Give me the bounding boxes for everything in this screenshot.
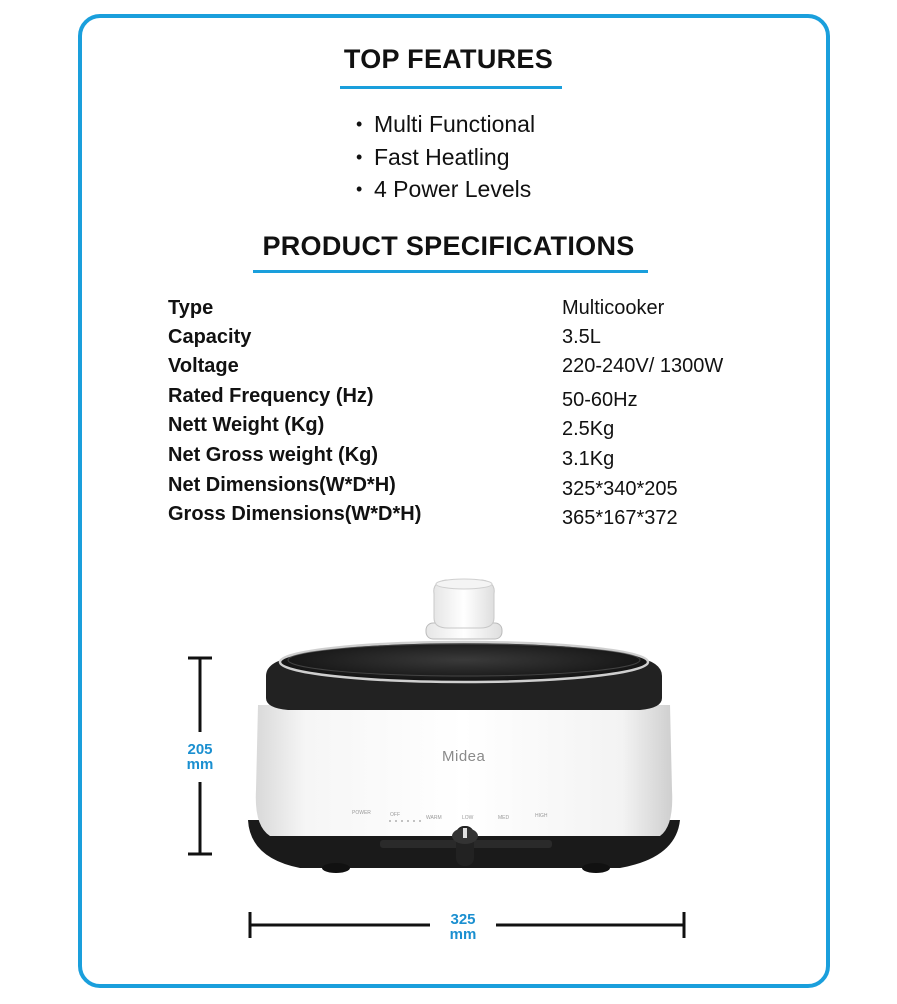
top-features-title: TOP FEATURES [343, 44, 554, 74]
spec-label: Voltage [168, 355, 239, 377]
control-label: POWER [352, 810, 371, 816]
specifications-title: PRODUCT SPECIFICATIONS [262, 231, 635, 261]
width-dimension-label [443, 912, 483, 942]
height-unit: mm [186, 756, 214, 773]
brand-logo: Midea [442, 748, 486, 765]
spec-label: Net Dimensions(W*D*H) [168, 474, 396, 496]
spec-value: Multicooker [562, 297, 665, 319]
list-item: • Fast Heatling [356, 143, 510, 170]
foot [322, 863, 350, 873]
list-item: • Multi Functional [356, 111, 536, 137]
spec-value: 3.1Kg [562, 448, 615, 470]
height-value: 205 [187, 741, 213, 758]
spec-label: Capacity [168, 326, 252, 348]
spec-value: 3.5L [562, 326, 601, 348]
width-value: 325 [450, 911, 476, 928]
control-label: HIGH [535, 813, 548, 819]
foot [582, 863, 610, 873]
list-item: • 4 Power Levels [356, 176, 532, 202]
spec-value: 365*167*372 [562, 507, 678, 529]
spec-value: 50-60Hz [562, 389, 638, 411]
width-unit: mm [449, 926, 477, 943]
control-label: MED [498, 815, 510, 821]
spec-value: 2.5Kg [562, 418, 615, 440]
height-dimension-label [180, 742, 220, 772]
control-label: WARM [426, 815, 442, 821]
spec-value: 220-240V/ 1300W [562, 355, 724, 377]
spec-label: Gross Dimensions(W*D*H) [168, 503, 422, 525]
spec-label: Type [168, 297, 214, 319]
spec-value: 325*340*205 [562, 478, 678, 500]
spec-label: Rated Frequency (Hz) [168, 385, 374, 407]
spec-label: Nett Weight (Kg) [168, 414, 325, 436]
control-label: LOW [462, 815, 474, 821]
spec-label: Net Gross weight (Kg) [168, 444, 379, 466]
control-label: OFF [390, 812, 400, 818]
